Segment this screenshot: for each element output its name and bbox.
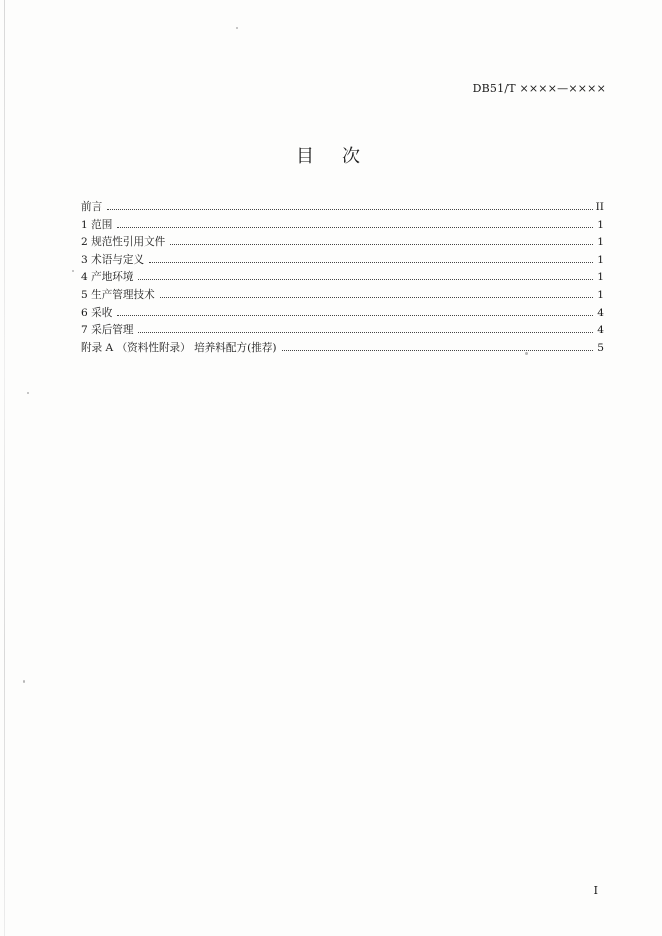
dot-leader	[107, 209, 592, 210]
toc-entry-page: 1	[597, 288, 604, 301]
document-code: DB51/T ××××—××××	[472, 82, 606, 95]
toc-entry-label: 附录 A （资料性附录） 培养料配方(推荐)	[81, 340, 279, 358]
toc-entry-production-management[interactable]	[81, 287, 604, 305]
toc-entry-page: 4	[597, 324, 604, 337]
dot-leader	[149, 262, 593, 263]
toc-entry-harvest[interactable]	[81, 305, 604, 323]
toc-entry-terms-definitions[interactable]	[81, 252, 604, 270]
toc-entry-preface[interactable]	[81, 199, 604, 217]
toc-entry-page: 4	[597, 306, 604, 319]
toc-entry-label: 6 采收	[81, 305, 114, 323]
toc-entry-post-harvest[interactable]	[81, 322, 604, 340]
scan-speck	[236, 27, 238, 29]
toc-entry-label: 5 生产管理技术	[81, 287, 157, 305]
dot-leader	[170, 244, 593, 245]
toc-entry-page: 5	[597, 341, 604, 354]
toc-entry-scope[interactable]	[81, 217, 604, 235]
toc-entry-page: 1	[597, 271, 604, 284]
toc-entry-label: 1 范围	[81, 217, 114, 235]
table-of-contents	[81, 199, 604, 357]
scan-speck	[525, 352, 528, 355]
dot-leader	[138, 332, 593, 333]
dot-leader	[138, 279, 593, 280]
toc-entry-label: 前言	[81, 199, 104, 217]
toc-entry-page: 1	[597, 236, 604, 249]
toc-entry-label: 2 规范性引用文件	[81, 234, 167, 252]
page-number: I	[593, 884, 598, 897]
scan-speck	[23, 680, 25, 683]
scan-edge	[4, 0, 5, 936]
dot-leader	[160, 297, 593, 298]
page-title: 目次	[296, 146, 388, 167]
toc-entry-label: 4 产地环境	[81, 269, 135, 287]
toc-entry-page: II	[595, 201, 604, 213]
dot-leader	[282, 350, 593, 351]
scan-speck	[72, 270, 74, 272]
dot-leader	[117, 315, 593, 316]
scan-speck	[27, 392, 29, 394]
dot-leader	[117, 227, 593, 228]
toc-entry-label: 7 采后管理	[81, 322, 135, 340]
toc-entry-production-environment[interactable]	[81, 269, 604, 287]
toc-entry-normative-references[interactable]	[81, 234, 604, 252]
toc-entry-label: 3 术语与定义	[81, 252, 146, 270]
toc-entry-page: 1	[597, 218, 604, 231]
toc-entry-page: 1	[597, 253, 604, 266]
